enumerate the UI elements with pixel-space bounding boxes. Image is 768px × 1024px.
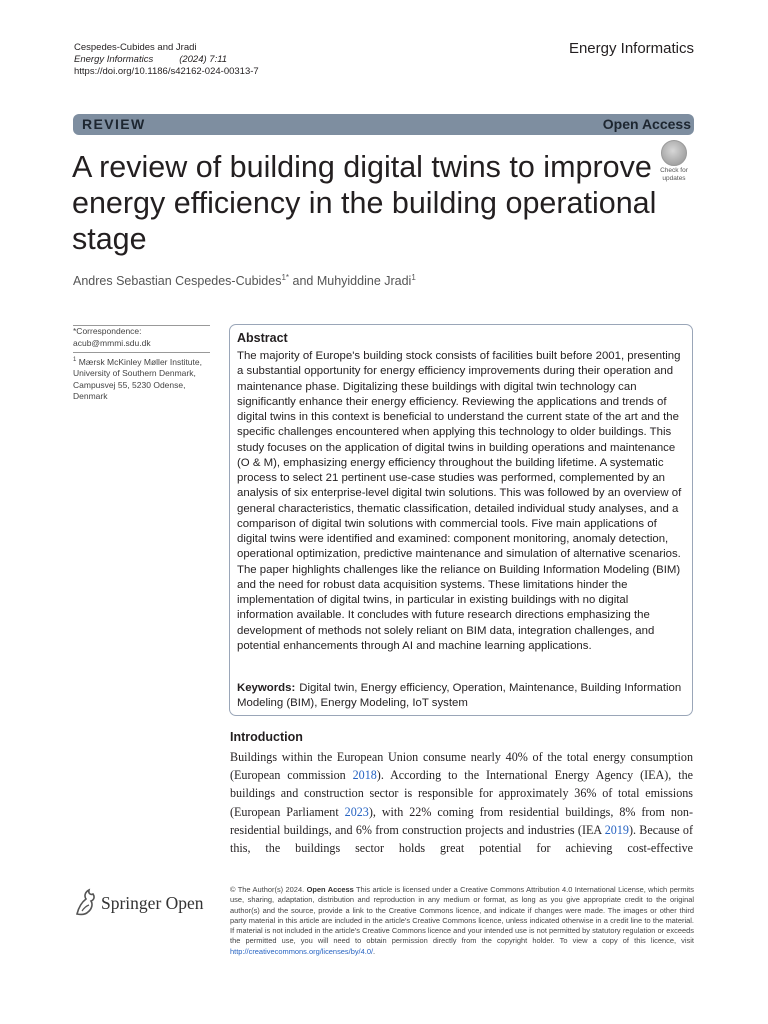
intro-text-1: Buildings within the European Union consume nearly 40% of the total energy consumption (European commission — [230, 750, 693, 783]
author-list — [73, 273, 416, 288]
keywords-label: Keywords: — [237, 682, 296, 694]
open-access-label: Open Access — [602, 116, 691, 132]
article-type-label: REVIEW — [82, 116, 146, 132]
citation-link[interactable]: 2023 — [344, 804, 369, 819]
correspondence-label: *Correspondence: — [73, 326, 142, 336]
citation-link[interactable]: 2018 — [352, 768, 377, 783]
badge-line1: Check for — [660, 167, 688, 174]
copyright: © The Author(s) 2024. — [230, 885, 305, 894]
author-1-affil: 1* — [281, 273, 290, 282]
intro-text-3: ), with 22% coming from residential buildings, 8% from non-residential buildings, and 6% from construction projects and industries (IEA — [230, 804, 693, 837]
check-for-updates-badge[interactable] — [654, 140, 694, 180]
author-and: and — [289, 274, 317, 289]
journal-name: Energy Informatics — [568, 40, 694, 57]
correspondence-email[interactable]: acub@mmmi.sdu.dk — [73, 337, 151, 348]
springer-horse-icon — [73, 888, 99, 918]
article-title: A review of building digital twins to improve energy efficiency in the building operational stage — [72, 150, 657, 256]
intro-text-2: ). According to the International Energy Agency (IEA), the buildings and construction sector is responsible for approximately 36% of total emissions (European Parliament — [230, 768, 693, 819]
citation-link[interactable]: 2019 — [604, 822, 629, 837]
running-header — [74, 42, 259, 78]
introduction-text — [230, 748, 693, 857]
license-open-access: Open Access — [306, 885, 354, 894]
correspondence-block — [73, 326, 210, 349]
license-link[interactable]: http://creativecommons.org/licenses/by/4.0/ — [230, 946, 374, 956]
header-volume: (2024) 7:11 — [179, 54, 228, 65]
article-type-bar — [73, 114, 694, 135]
keywords — [237, 681, 687, 712]
header-doi-link[interactable]: https://doi.org/10.1186/s42162-024-00313-7 — [74, 66, 259, 77]
affiliation-block — [73, 355, 210, 403]
intro-text-4: ). Because of this, the buildings sector holds great potential for achieving cost-effective — [230, 822, 693, 856]
affiliation-text: Mærsk McKinley Møller Institute, University of Southern Denmark, Campusvej 55, 5230 Odense, Denmark — [73, 356, 202, 402]
author-1[interactable]: Andres Sebastian Cespedes-Cubides — [73, 274, 282, 289]
abstract-heading: Abstract — [237, 331, 288, 345]
side-divider — [73, 352, 210, 353]
introduction-heading: Introduction — [230, 730, 303, 744]
publisher-name: Springer Open — [101, 893, 204, 913]
abstract-text: The majority of Europe's building stock consists of facilities built before 2001, presenting a substantial opportunity for energy efficiency improvements during their operation and maintenance phase. Digitalizing these buildings with digital twin technology can significantly enhance their energy efficiency. Reviewing the applications and trends of digital twins in this context is beneficial to understand the current state of the art and the specific challenges encountered when applying this technology to older buildings. This study focuses on the application of digital twins in building operations and maintenance (O & M), emphasizing energy efficiency throughout the building lifetime. A systematic process to select 21 pertinent use-case studies was performed, complemented by an analysis of six enterprise-level digital twin solutions. This was followed by an overview of general characteristics, thematic classification, detailed individual study analyses, and a comparison of digital twin solutions with commercial tools. Five main applications of digital twins were identified and examined: component monitoring, anomaly detection, operational optimization, predictive maintenance and simulation of alternative scenarios. The paper highlights challenges like the reliance on Building Information Modeling (BIM) and the need for robust data acquisition systems. These limitations hinder the implementation of digital twins, in particular in existing buildings with no digital information available. It concludes with future research directions emphasizing the development of methods not solely reliant on BIM data, integration challenges, and potential enhancements through AI and machine learning applications. — [237, 350, 682, 652]
header-authors: Cespedes-Cubides and Jradi — [74, 42, 197, 53]
publisher-logo — [73, 887, 223, 919]
license-text — [230, 885, 694, 957]
author-2-affil: 1 — [411, 273, 416, 282]
check-updates-icon — [661, 140, 687, 166]
badge-line2: updates — [662, 175, 686, 182]
keywords-list: Digital twin, Energy efficiency, Operation, Maintenance, Building Information Modeling (BIM), Energy Modeling, IoT system — [237, 682, 682, 710]
header-journal: Energy Informatics — [74, 54, 154, 65]
license-body: This article is licensed under a Creative Commons Attribution 4.0 International License, which permits use, sharing, adaptation, distribution and reproduction in any medium or format, as long as you give appropriate credit to the original author(s) and the source, provide a link to the Creative Commons licence, and indicate if changes were made. The images or other third party material in this article are included in the article's Creative Commons licence, unless indicated otherwise in a credit line to the material. If material is not included in the article's Creative Commons licence and your intended use is not permitted by statutory regulation or exceeds the permitted use, you will need to obtain permission directly from the copyright holder. To view a copy of this licence, visit — [230, 885, 694, 946]
affiliation-number: 1 — [73, 357, 77, 363]
author-2[interactable]: Muhyiddine Jradi — [316, 274, 412, 289]
license-end: . — [373, 946, 376, 956]
